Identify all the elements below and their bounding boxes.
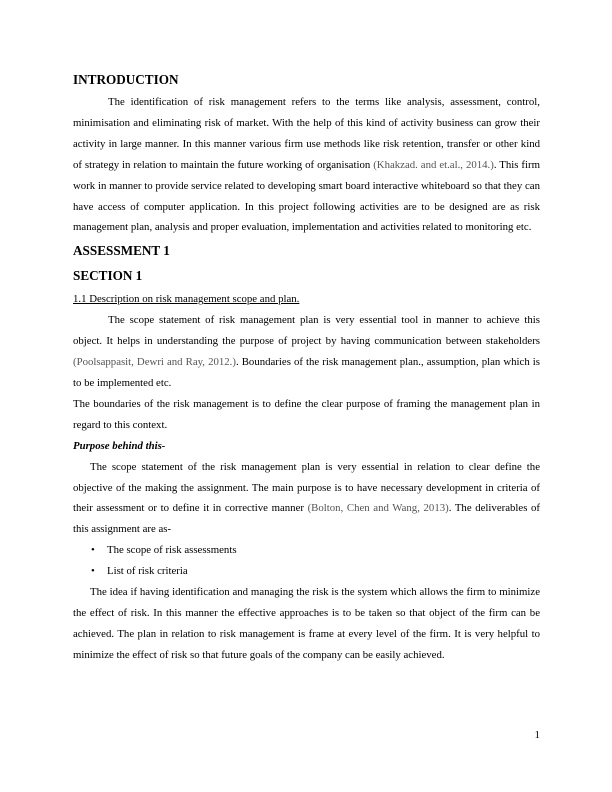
bullet-icon: •	[91, 544, 95, 557]
purpose-text-1: The scope statement of the risk management plan is very essential in relation to clear define the objective of the making the assignment. The main purpose is to have necessary development in criteria of their assessment or to define it in corrective manner	[73, 460, 540, 515]
list-item	[91, 540, 540, 561]
intro-citation: (Khakzad. and et.al., 2014.)	[373, 158, 494, 171]
section-heading: SECTION 1	[73, 268, 143, 284]
list-item	[91, 561, 540, 582]
purpose-label: Purpose behind this-	[73, 439, 166, 452]
page-number: 1	[534, 729, 540, 741]
introduction-paragraph	[73, 92, 540, 238]
scope-text-2: . Boundaries of the risk management plan., assumption, plan which is to be implemented etc.	[73, 356, 540, 389]
intro-text-2: . This firm work in manner to provide service related to developing smart board interactive whiteboard so that they can have access of computer application. In this project following activities are to be designed are as risk management plan, analysis and proper evaluation, implementation and activities related to monitoring etc.	[73, 158, 541, 234]
list-item-text: List of risk criteria	[107, 565, 188, 578]
scope-paragraph	[73, 310, 540, 394]
purpose-citation: (Bolton, Chen and Wang, 2013)	[307, 502, 449, 515]
list-item-text: The scope of risk assessments	[107, 544, 237, 557]
scope-plan-subheading: 1.1 Description on risk management scope and plan.	[73, 293, 300, 306]
deliverables-list	[73, 540, 540, 582]
scope-text-1: The scope statement of risk management plan is very essential tool in manner to achieve this object. It helps in understanding the purpose of project by having communication between stakeholders	[73, 314, 540, 348]
purpose-paragraph	[73, 457, 540, 541]
introduction-heading: INTRODUCTION	[73, 72, 179, 87]
risk-identification-paragraph: The idea if having identification and managing the risk is the system which allows the firm to minimize the effect of risk. In this manner the effective approaches is to be taken so that object of the firm can be achieved. The plan in relation to risk management is frame at every level of the firm. It is very helpful to minimize the effect of risk so that future goals of the company can be easily achieved.	[73, 586, 540, 661]
page-content	[73, 71, 540, 666]
scope-citation: (Poolsappasit, Dewri and Ray, 2012.)	[73, 356, 236, 369]
boundaries-paragraph: The boundaries of the risk management is to define the clear purpose of framing the management plan in regard to this context.	[73, 397, 540, 431]
assessment-heading: ASSESSMENT 1	[73, 243, 170, 259]
intro-text-1: The identification of risk management refers to the terms like analysis, assessment, control, minimisation and eliminating risk of market. With the help of this kind of activity business can grow their activity in large manner. In this manner various firm use methods like risk retention, transfer or other kind of strategy in relation to maintain the future working of organisation	[73, 96, 540, 171]
purpose-text-2: . The deliverables of this assignment are as-	[73, 502, 540, 536]
bullet-icon: •	[91, 565, 95, 578]
